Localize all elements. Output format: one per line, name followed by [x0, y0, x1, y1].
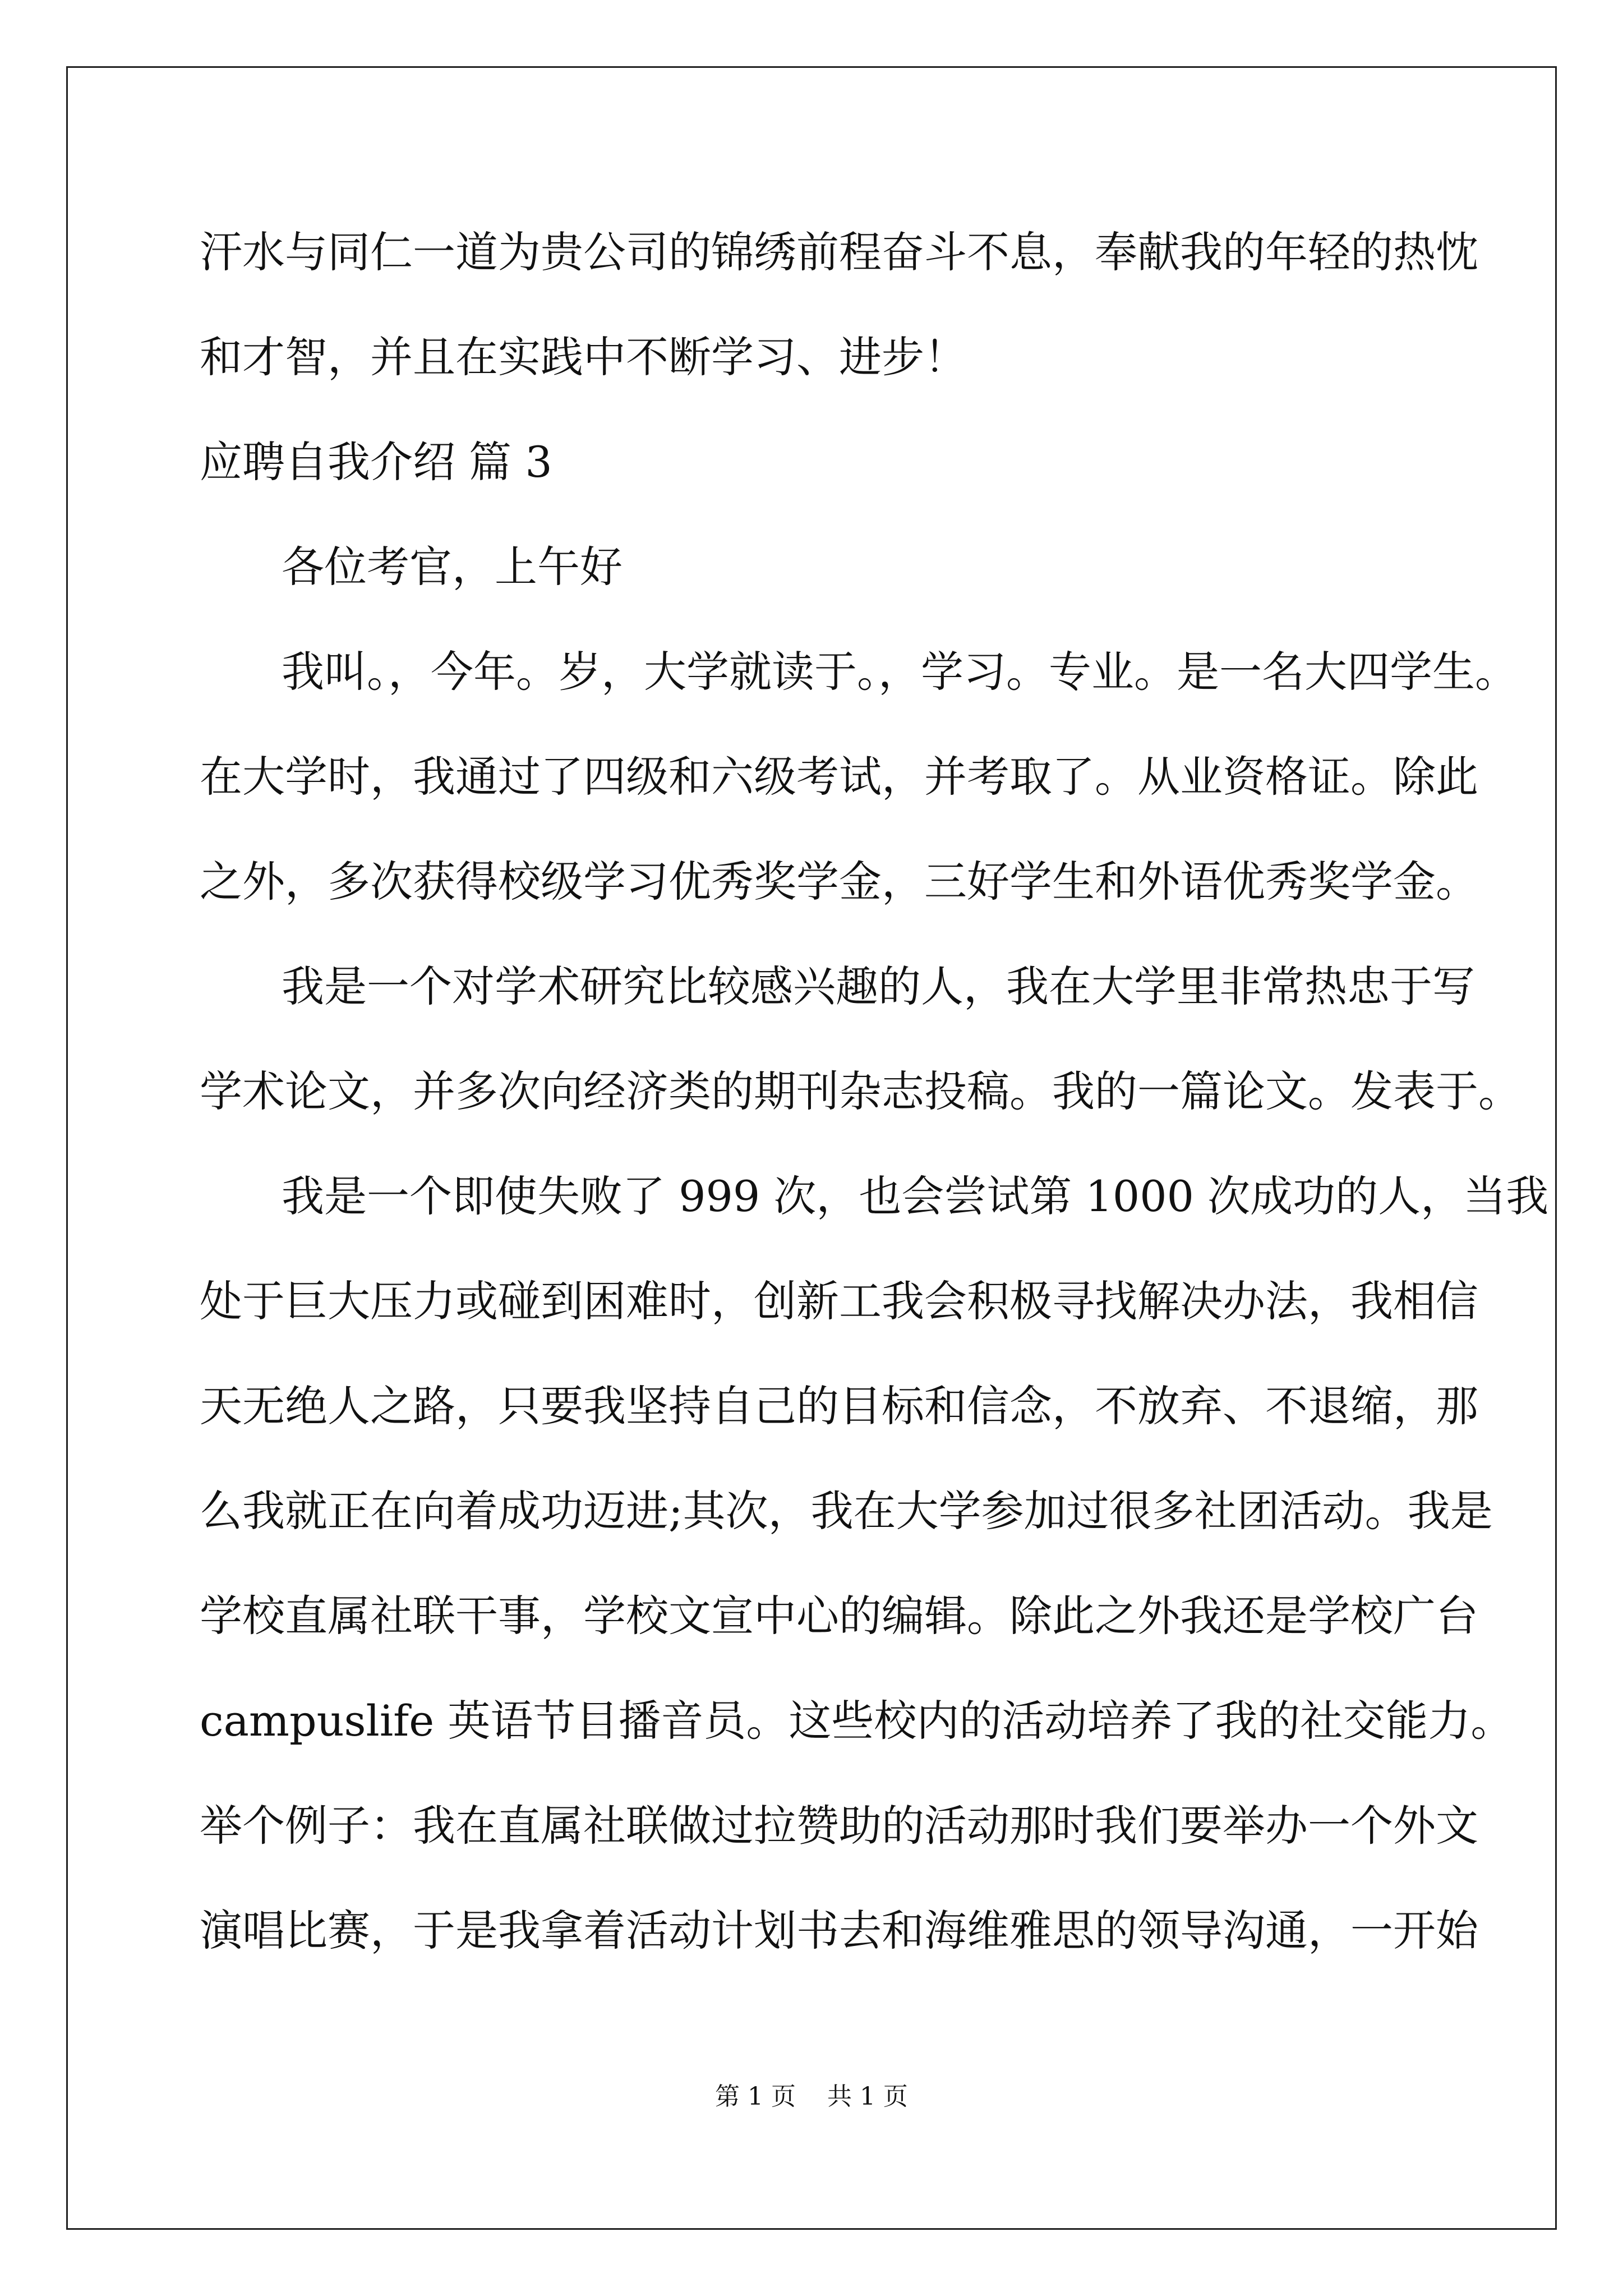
body-line-5: 我叫。，今年。岁，大学就读于。，学习。专业。是一名大四学生。: [282, 647, 1518, 697]
page-footer: 第 1 页 共 1 页: [715, 2082, 908, 2111]
body-line-13: 么我就正在向着成功迈进;其次，我在大学参加过很多社团活动。我是: [200, 1486, 1493, 1536]
body-line-10: 我是一个即使失败了 999 次，也会尝试第 1000 次成功的人，当我: [282, 1171, 1549, 1221]
body-line-11: 处于巨大压力或碰到困难时，创新工我会积极寻找解决办法，我相信: [200, 1276, 1478, 1326]
body-line-1: 汗水与同仁一道为贵公司的锦绣前程奋斗不息，奉献我的年轻的热忱: [200, 227, 1478, 277]
body-line-17: 演唱比赛，于是我拿着活动计划书去和海维雅思的领导沟通，一开始: [200, 1906, 1478, 1955]
body-line-12: 天无绝人之路，只要我坚持自己的目标和信念，不放弃、不退缩，那: [200, 1381, 1478, 1431]
body-line-9: 学术论文，并多次向经济类的期刊杂志投稿。我的一篇论文。发表于。: [200, 1066, 1521, 1116]
body-line-2: 和才智，并且在实践中不断学习、进步！: [200, 332, 967, 382]
body-line-14: 学校直属社联干事，学校文宣中心的编辑。除此之外我还是学校广台: [200, 1591, 1478, 1641]
greeting-line: 各位考官，上午好: [282, 542, 623, 592]
body-line-8: 我是一个对学术研究比较感兴趣的人，我在大学里非常热忠于写: [282, 961, 1475, 1011]
body-line-6: 在大学时，我通过了四级和六级考试，并考取了。从业资格证。除此: [200, 752, 1478, 802]
body-line-15: campuslife 英语节目播音员。这些校内的活动培养了我的社交能力。: [200, 1696, 1514, 1746]
section-heading: 应聘自我介绍 篇 3: [200, 437, 552, 487]
body-line-16: 举个例子：我在直属社联做过拉赞助的活动那时我们要举办一个外文: [200, 1801, 1478, 1851]
body-line-7: 之外，多次获得校级学习优秀奖学金，三好学生和外语优秀奖学金。: [200, 857, 1478, 907]
